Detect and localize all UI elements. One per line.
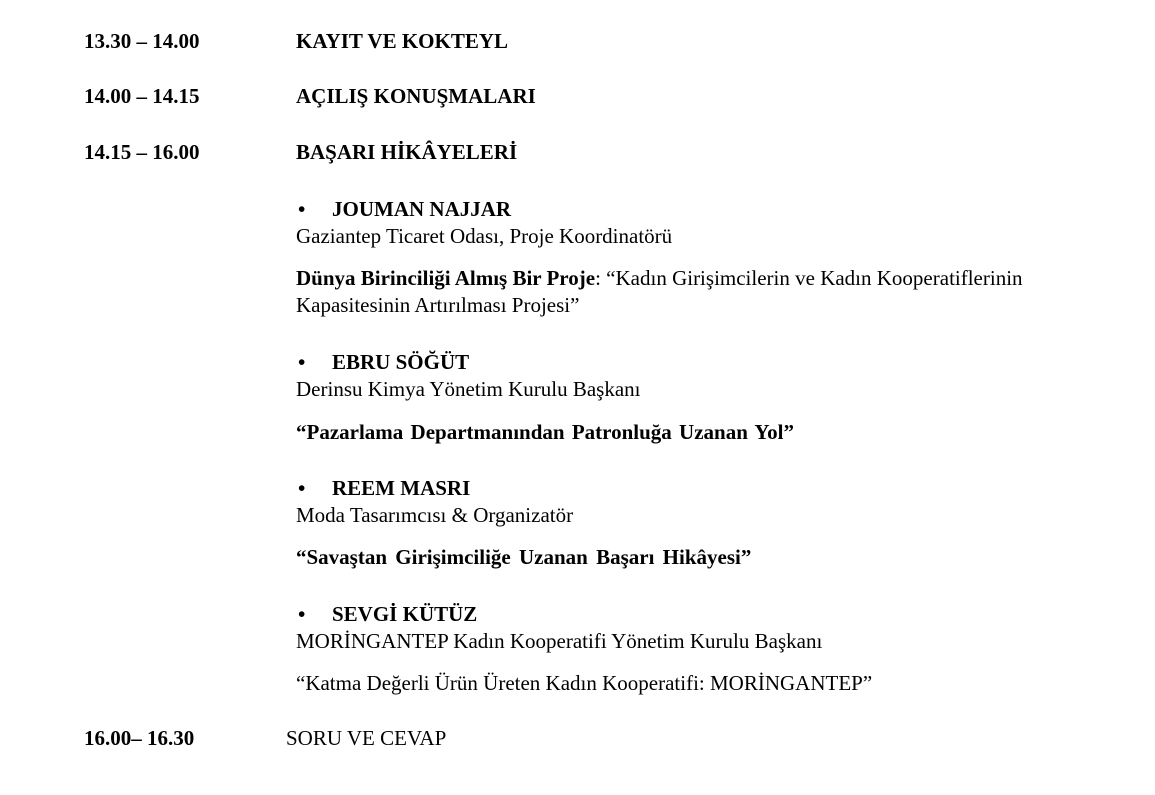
talk-title (296, 266, 1023, 291)
time-slot-2: 14.00 – 14.15 (84, 84, 200, 108)
session-title-1: KAYIT VE KOKTEYL (296, 29, 509, 53)
speaker-name: EBRU SÖĞÜT (332, 350, 470, 374)
speaker-name: REEM MASRI (332, 476, 471, 500)
talk-title: “Katma Değerli Ürün Üreten Kadın Kooperatifi: MORİNGANTEP” (296, 671, 873, 695)
time-slot-3: 14.15 – 16.00 (84, 140, 200, 164)
talk-title-bold: Dünya Birinciliği Almış Bir Proje (296, 266, 596, 290)
speaker-role: Derinsu Kimya Yönetim Kurulu Başkanı (296, 377, 641, 401)
bullet-icon: • (298, 197, 306, 221)
session-title-4: SORU VE CEVAP (286, 726, 447, 750)
time-slot-1: 13.30 – 14.00 (84, 29, 200, 53)
bullet-icon: • (298, 476, 306, 500)
speaker-role: Gaziantep Ticaret Odası, Proje Koordinatörü (296, 224, 673, 248)
talk-title-colon: : (595, 266, 601, 290)
talk-title-line2: Kapasitesinin Artırılması Projesi” (296, 293, 580, 317)
bullet-icon: • (298, 602, 306, 626)
speaker-role: MORİNGANTEP Kadın Kooperatifi Yönetim Kurulu Başkanı (296, 629, 823, 653)
session-title-3: BAŞARI HİKÂYELERİ (296, 140, 518, 164)
talk-title-line1: “Kadın Girişimcilerin ve Kadın Kooperatiflerinin (600, 266, 1023, 290)
session-title-2: AÇILIŞ KONUŞMALARI (296, 84, 536, 108)
time-slot-4: 16.00– 16.30 (84, 726, 195, 750)
talk-title: “Pazarlama Departmanından Patronluğa Uzanan Yol” (296, 420, 795, 444)
speaker-name: SEVGİ KÜTÜZ (332, 602, 478, 626)
bullet-icon: • (298, 350, 306, 374)
speaker-role: Moda Tasarımcısı & Organizatör (296, 503, 574, 527)
speaker-name: JOUMAN NAJJAR (332, 197, 512, 221)
talk-title: “Savaştan Girişimciliğe Uzanan Başarı Hikâyesi” (296, 545, 752, 569)
